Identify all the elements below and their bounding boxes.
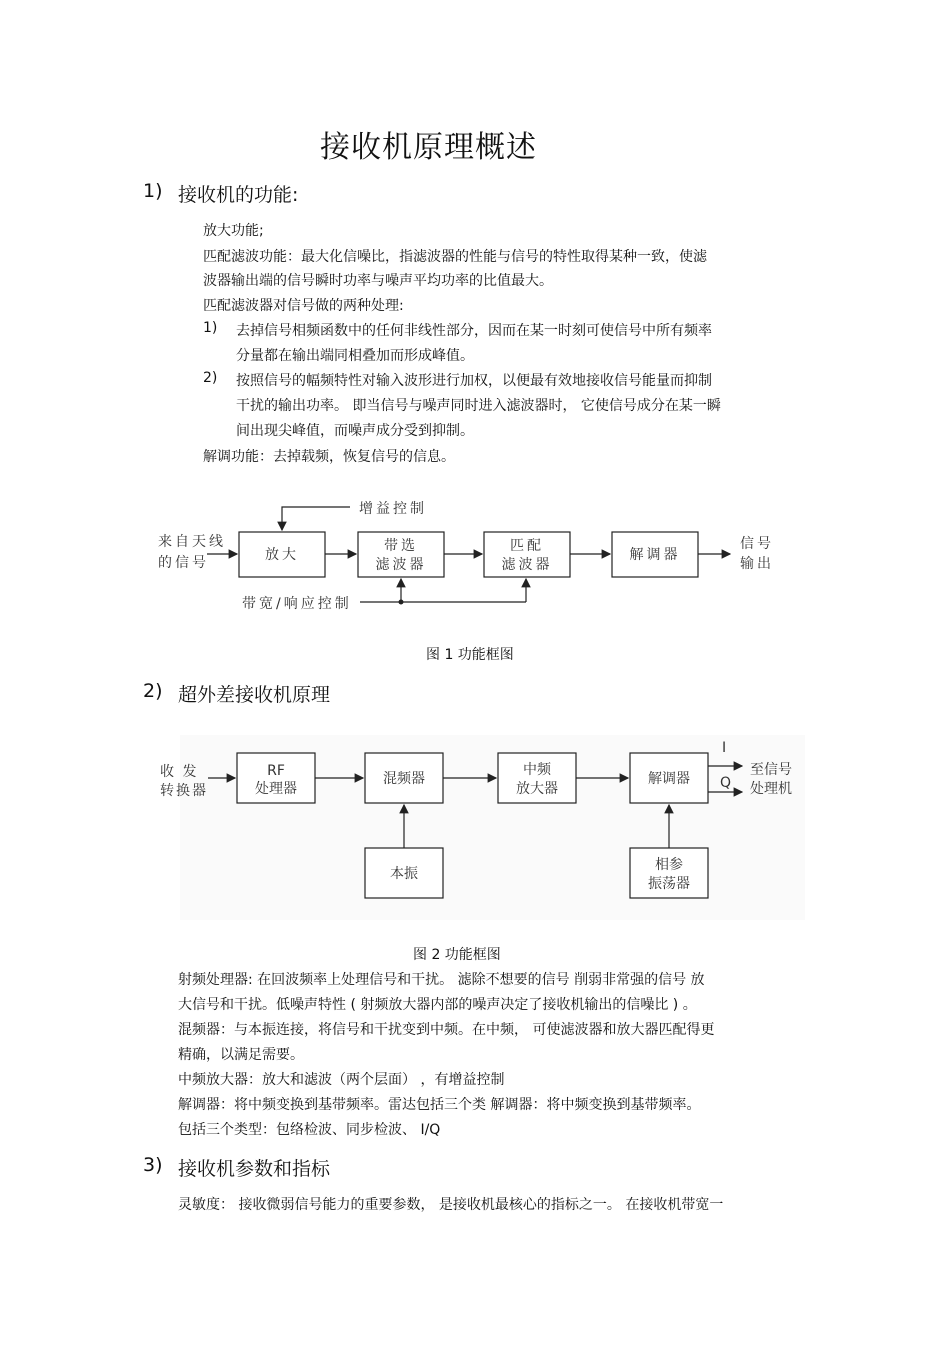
fig1-gain-label: 增益控制 [359,501,427,517]
mixer-description-line: 混频器：与本振连接，将信号和干扰变到中频。在中频， 可使滤波器和放大器匹配得更 [178,1022,715,1038]
list-item-line: 分量都在输出端同相叠加而形成峰值。 [236,348,474,364]
list-item-number: 1) [203,320,218,336]
fig1-output-label: 输出 [740,556,774,572]
rf-description-line: 射频处理器: 在回波频率上处理信号和干扰。 滤除不想要的信号 削弱非常强的信号 放 [178,972,705,988]
mixer-description-line: 精确，以满足需要。 [178,1047,304,1063]
fig2-rf-label: RF [267,763,285,779]
list-item-line: 间出现尖峰值，而噪声成分受到抑制。 [236,423,474,439]
fig2-i-label: I [722,740,727,756]
fig2-coho-label: 振荡器 [648,876,690,892]
page-title: 接收机原理概述 [320,130,537,165]
fig2-output-label: 处理机 [750,781,792,797]
fig2-input-label: 收 发 [160,764,199,780]
fig2-coho-label: 相参 [655,857,683,873]
fig2-if-label: 中频 [523,762,551,778]
fig2-q-label: Q [720,775,732,791]
section2-heading: 超外差接收机原理 [178,684,331,706]
figure1-block-diagram [150,490,790,620]
list-item-line: 去掉信号相频函数中的任何非线性部分，因而在某一时刻可使信号中所有频率 [236,323,712,339]
section3-heading: 接收机参数和指标 [178,1158,331,1180]
demod-description-line: 包括三个类型：包络检波、同步检波、 I/Q [178,1122,441,1138]
paragraph-line: 放大功能; [203,223,264,239]
fig2-if-label: 放大器 [516,781,558,797]
figure2-block-diagram [150,730,810,920]
fig1-bpf-label: 滤波器 [375,557,427,573]
figure1-caption: 图 1 功能框图 [426,647,514,663]
section2-number: 2) [143,680,163,702]
paragraph-line: 匹配滤波器对信号做的两种处理: [203,298,404,314]
demod-description-line: 解调器：将中频变换到基带频率。雷达包括三个类 解调器：将中频变换到基带频率。 [178,1097,701,1113]
section1-number: 1) [143,180,163,202]
fig2-rf-label: 处理器 [255,781,297,797]
fig1-demod-label: 解调器 [629,547,681,563]
fig1-amp-label: 放大 [265,547,299,563]
fig2-demod-label: 解调器 [648,771,690,787]
paragraph-line: 波器输出端的信号瞬时功率与噪声平均功率的比值最大。 [203,273,553,289]
paragraph-line: 匹配滤波功能：最大化信噪比，指滤波器的性能与信号的特性取得某种一致，使滤 [203,249,707,265]
list-item-line: 干扰的输出功率。 即当信号与噪声同时进入滤波器时， 它使信号成分在某一瞬 [236,398,721,414]
list-item-line: 按照信号的幅频特性对输入波形进行加权，以便最有效地接收信号能量而抑制 [236,373,712,389]
fig2-mixer-label: 混频器 [383,771,425,787]
fig1-bpf-label: 带选 [384,538,418,554]
figure2-caption: 图 2 功能框图 [413,947,501,963]
section1-heading: 接收机的功能: [178,184,299,206]
fig2-lo-label: 本振 [390,866,418,882]
list-item-number: 2) [203,370,218,386]
fig1-bw-label: 带宽/响应控制 [242,596,352,612]
fig2-input-label: 转换器 [160,783,208,799]
rf-description-line: 大信号和干扰。低噪声特性 ( 射频放大器内部的噪声决定了接收机输出的信噪比 ) 。 [178,997,697,1013]
section3-number: 3) [143,1154,163,1176]
fig1-output-label: 信号 [740,536,774,552]
demod-function-line: 解调功能：去掉载频，恢复信号的信息。 [203,449,455,465]
if-amp-description-line: 中频放大器：放大和滤波（两个层面） ，有增益控制 [178,1072,505,1088]
fig1-mf-label: 滤波器 [501,557,553,573]
fig2-output-label: 至信号 [750,762,792,778]
fig1-input-label: 的信号 [158,555,209,571]
sensitivity-line: 灵敏度： 接收微弱信号能力的重要参数， 是接收机最核心的指标之一。 在接收机带宽一 [178,1197,724,1213]
fig1-mf-label: 匹配 [510,538,544,554]
fig1-input-label: 来自天线 [158,534,226,550]
